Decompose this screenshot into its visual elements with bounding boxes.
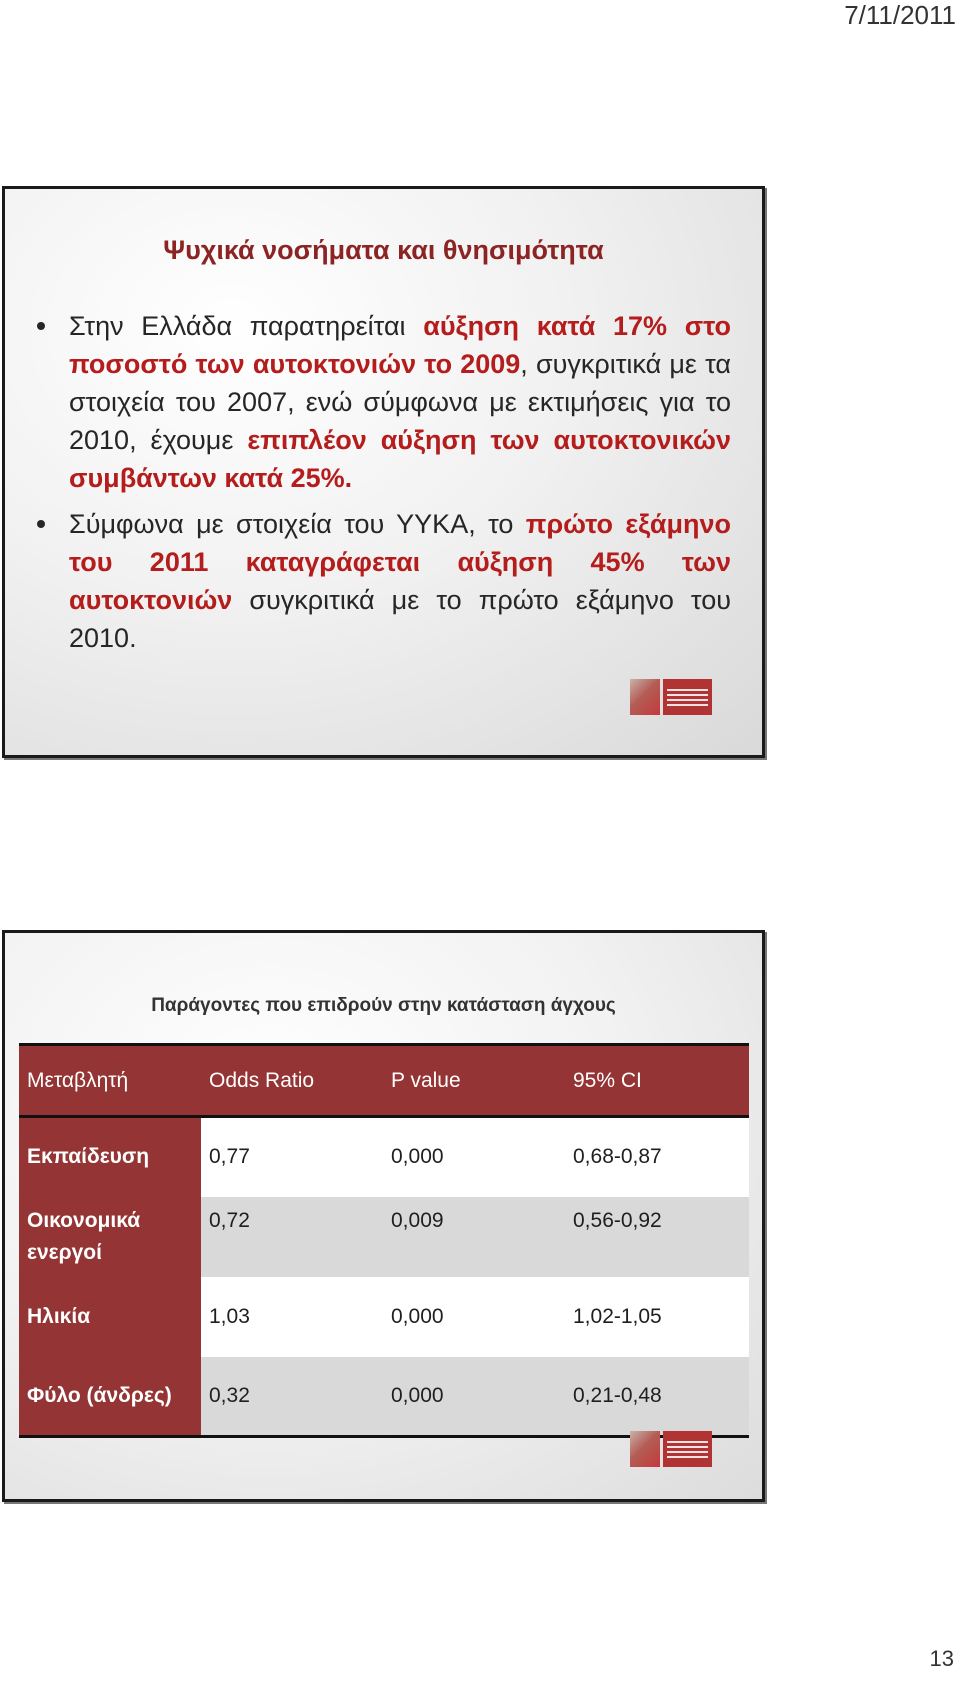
table-header-row — [19, 1045, 749, 1117]
bullet-text — [69, 311, 731, 493]
logo-portrait — [630, 1431, 660, 1467]
bullet-item — [35, 307, 731, 497]
cell-p-value: 0,000 — [383, 1357, 565, 1437]
cell-p-value: 0,000 — [383, 1277, 565, 1357]
cell-variable: Οικονομικά ενεργοί — [19, 1197, 201, 1277]
cell-variable: Ηλικία — [19, 1277, 201, 1357]
cell-ci: 0,56-0,92 — [565, 1197, 749, 1277]
page-date: 7/11/2011 — [844, 0, 956, 30]
page-number: 13 — [929, 1646, 954, 1671]
bullet-highlight: αύξηση κατά 17% στο ποσοστό των αυτοκτονιών το 2009 — [69, 311, 731, 379]
cell-p-value: 0,000 — [383, 1117, 565, 1197]
bullet-segment: Στην Ελλάδα παρατηρείται — [69, 311, 424, 341]
odds-ratio-table — [19, 1043, 749, 1438]
table-row — [19, 1117, 749, 1197]
bullet-item — [35, 505, 731, 657]
table-title: Παράγοντες που επιδρούν στην κατάσταση άγχους — [151, 995, 616, 1016]
bullet-segment: , συγκριτικά με τα στοιχεία του 2007, ενώ σύμφωνα με εκτιμήσεις για το 2010, έχουμε — [69, 349, 731, 455]
bullet-dot-icon — [37, 520, 45, 528]
cell-variable: Εκπαίδευση — [19, 1117, 201, 1197]
cell-variable: Φύλο (άνδρες) — [19, 1357, 201, 1437]
header-variable: Μεταβλητή — [19, 1045, 201, 1117]
cell-ci: 0,21-0,48 — [565, 1357, 749, 1437]
cell-odds-ratio: 0,32 — [201, 1357, 383, 1437]
slide-anxiety-factors — [2, 930, 765, 1502]
bullet-text — [69, 509, 731, 653]
cell-ci: 0,68-0,87 — [565, 1117, 749, 1197]
cell-odds-ratio: 1,03 — [201, 1277, 383, 1357]
table-row — [19, 1197, 749, 1277]
institution-logo — [630, 679, 712, 715]
slide-title: Ψυχικά νοσήματα και θνησιμότητα — [163, 235, 604, 265]
logo-text-block — [663, 679, 712, 715]
cell-ci: 1,02-1,05 — [565, 1277, 749, 1357]
header-p-value: P value — [383, 1045, 565, 1117]
cell-odds-ratio: 0,72 — [201, 1197, 383, 1277]
bullet-list — [35, 307, 731, 665]
header-ci: 95% CI — [565, 1045, 749, 1117]
cell-odds-ratio: 0,77 — [201, 1117, 383, 1197]
table-row — [19, 1277, 749, 1357]
logo-portrait — [630, 679, 660, 715]
cell-p-value: 0,009 — [383, 1197, 565, 1277]
bullet-dot-icon — [37, 322, 45, 330]
logo-text-block — [663, 1431, 712, 1467]
bullet-highlight: επιπλέον αύξηση των αυτοκτονικών συμβάντων κατά 25%. — [69, 425, 731, 493]
table-row — [19, 1357, 749, 1437]
slide-mental-illness-mortality — [2, 186, 765, 758]
header-odds-ratio: Odds Ratio — [201, 1045, 383, 1117]
bullet-segment: συγκριτικά με το πρώτο εξάμηνο του 2010. — [69, 585, 731, 653]
bullet-segment: Σύμφωνα με στοιχεία του ΥΥΚΑ, το — [69, 509, 526, 539]
bullet-highlight: πρώτο εξάμηνο του 2011 καταγράφεται αύξηση 45% των αυτοκτονιών — [69, 509, 731, 615]
institution-logo — [630, 1431, 712, 1467]
